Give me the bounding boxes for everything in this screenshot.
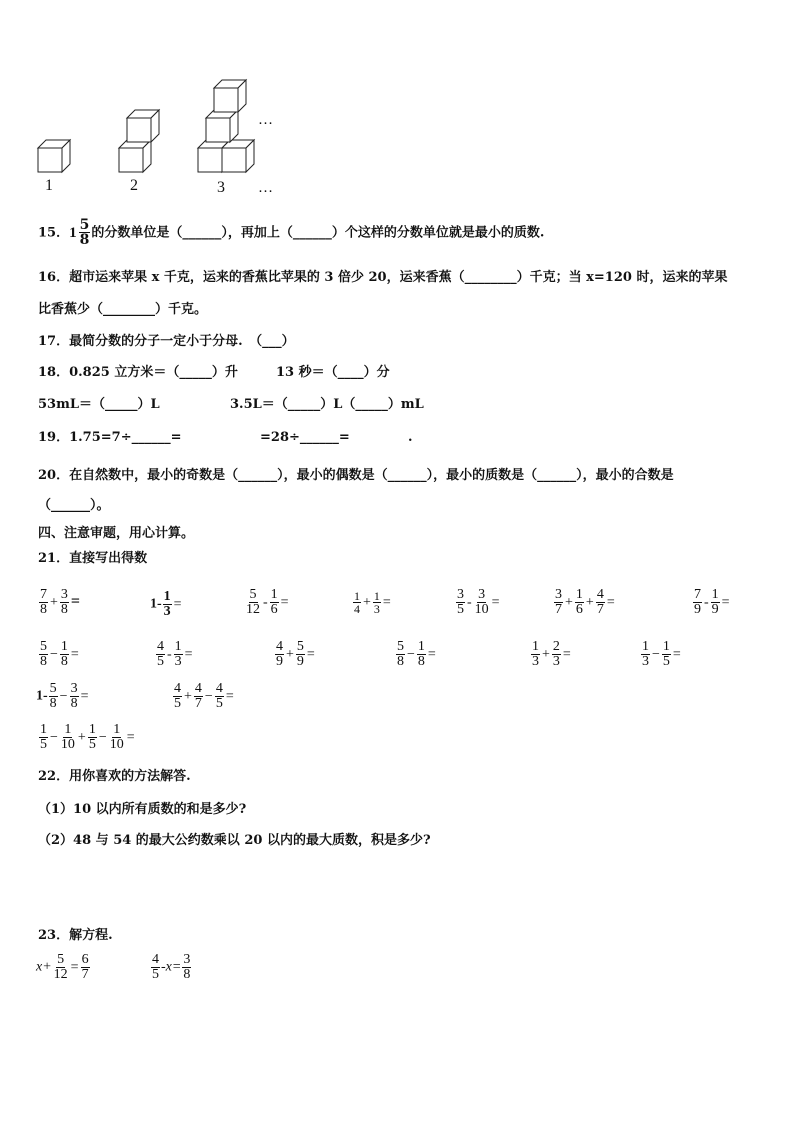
den: 5 bbox=[152, 967, 159, 982]
operator: + bbox=[565, 594, 573, 610]
den: 7 bbox=[194, 696, 202, 711]
num: 4 bbox=[215, 681, 223, 696]
question-18-c: 53mL＝（_____）L bbox=[38, 397, 160, 412]
num: 6 bbox=[81, 952, 89, 967]
num: 5 bbox=[249, 587, 257, 602]
den: 3 bbox=[532, 654, 539, 669]
num: 3 bbox=[60, 587, 68, 602]
question-23-title: 23．解方程. bbox=[38, 928, 113, 943]
calc-r2-4 bbox=[395, 640, 437, 669]
den: 3 bbox=[552, 654, 560, 669]
den: 12 bbox=[246, 602, 260, 617]
num: 1 bbox=[270, 587, 278, 602]
q15-number: 15． bbox=[38, 225, 70, 241]
equals: = bbox=[126, 729, 135, 745]
question-15 bbox=[38, 218, 544, 247]
den: 5 bbox=[215, 696, 223, 711]
section-4-title: 四、注意审题，用心计算。 bbox=[38, 526, 195, 541]
num: 4 bbox=[194, 681, 202, 696]
whole-minus: 1- bbox=[150, 596, 162, 612]
operator: − bbox=[652, 646, 660, 662]
num: 4 bbox=[276, 639, 283, 654]
num: 1 bbox=[373, 589, 380, 603]
question-16-line2: 比香蕉少（________）千克。 bbox=[38, 302, 208, 317]
question-17: 17．最简分数的分子一定小于分母. （___） bbox=[38, 334, 295, 349]
question-18-a: 18．0.825 立方米＝（_____）升 bbox=[38, 365, 238, 380]
q15-mixed-number bbox=[69, 218, 91, 247]
den: 9 bbox=[276, 654, 283, 669]
operator: − bbox=[407, 646, 415, 662]
den: 10 bbox=[109, 737, 124, 752]
num: 1 bbox=[40, 722, 47, 737]
num: 1 bbox=[642, 639, 649, 654]
figure-1-cubes bbox=[38, 140, 70, 172]
den: 10 bbox=[60, 737, 75, 752]
calc-r1-2 bbox=[150, 590, 183, 619]
equals: = bbox=[721, 594, 730, 610]
num: 7 bbox=[694, 587, 701, 602]
den: 8 bbox=[40, 602, 47, 617]
num: 1 bbox=[174, 639, 182, 654]
q15-whole: 1 bbox=[69, 224, 77, 241]
equals: = bbox=[672, 646, 681, 662]
cube-stack-figure bbox=[30, 78, 290, 198]
num: 7 bbox=[40, 587, 47, 602]
operator: - bbox=[167, 646, 172, 662]
equals: = bbox=[225, 688, 234, 704]
den: 6 bbox=[575, 602, 583, 617]
variable-term: -x= bbox=[161, 959, 182, 975]
question-21-title: 21．直接写出得数 bbox=[38, 551, 148, 566]
operator: − bbox=[98, 729, 107, 745]
equals: = bbox=[491, 594, 500, 610]
equals: = bbox=[382, 594, 391, 610]
num: 3 bbox=[183, 952, 191, 967]
question-19-a: 19．1.75=7÷______= bbox=[38, 430, 182, 445]
den: 3 bbox=[373, 602, 380, 616]
num: 4 bbox=[174, 681, 181, 696]
num: 5 bbox=[57, 952, 65, 967]
q15-text: 的分数单位是（______），再加上（______）个这样的分数单位就是最小的质数. bbox=[91, 225, 545, 241]
q15-denominator: 8 bbox=[79, 232, 90, 248]
operator: - bbox=[704, 594, 709, 610]
den: 7 bbox=[555, 602, 562, 617]
calc-r1-4 bbox=[352, 590, 392, 615]
figure-label-3: 3 bbox=[217, 179, 225, 196]
den: 8 bbox=[60, 602, 68, 617]
den: 9 bbox=[711, 602, 719, 617]
den: 9 bbox=[296, 654, 304, 669]
num: 3 bbox=[555, 587, 562, 602]
den: 5 bbox=[40, 737, 47, 752]
den: 7 bbox=[81, 967, 89, 982]
calc-r2-5 bbox=[530, 640, 572, 669]
operator: − bbox=[50, 646, 58, 662]
calc-r3-1 bbox=[36, 682, 89, 711]
q15-numerator: 5 bbox=[79, 217, 90, 233]
question-16-line1: 16．超市运来苹果 x 千克，运来的香蕉比苹果的 3 倍少 20，运来香蕉（________）千克；当 x=120 时，运来的苹果 bbox=[38, 270, 728, 285]
num: 1 bbox=[88, 722, 96, 737]
num: 1 bbox=[60, 639, 68, 654]
calc-r4-1 bbox=[38, 723, 136, 752]
operator: - bbox=[467, 594, 472, 610]
equals: = bbox=[427, 646, 436, 662]
question-19-b: =28÷______= bbox=[260, 430, 350, 445]
num: 1 bbox=[532, 639, 539, 654]
equals: = bbox=[70, 592, 81, 610]
equals: = bbox=[184, 646, 193, 662]
den: 3 bbox=[163, 604, 171, 619]
den: 7 bbox=[596, 602, 604, 617]
operator: − bbox=[204, 688, 213, 704]
question-20-line1: 20．在自然数中，最小的奇数是（______），最小的偶数是（______），最小的质数是（______），最小的合数是 bbox=[38, 468, 674, 483]
den: 12 bbox=[53, 967, 68, 982]
question-22-part2: （2）48 与 54 的最大公约数乘以 20 以内的最大质数，积是多少? bbox=[38, 833, 431, 848]
num: 4 bbox=[596, 587, 604, 602]
den: 5 bbox=[88, 737, 96, 752]
num: 5 bbox=[296, 639, 304, 654]
den: 10 bbox=[474, 602, 489, 617]
question-19-c: . bbox=[408, 430, 413, 445]
den: 5 bbox=[662, 654, 670, 669]
num: 3 bbox=[478, 587, 486, 602]
calc-r2-2 bbox=[155, 640, 194, 669]
calc-r2-1 bbox=[38, 640, 80, 669]
operator: − bbox=[59, 688, 68, 704]
question-22-part1: （1）10 以内所有质数的和是多少? bbox=[38, 802, 247, 817]
operator: + bbox=[184, 688, 192, 704]
figure-2-cubes bbox=[119, 110, 159, 172]
den: 8 bbox=[60, 654, 68, 669]
question-22-title: 22．用你喜欢的方法解答. bbox=[38, 769, 191, 784]
den: 8 bbox=[397, 654, 404, 669]
num: 4 bbox=[152, 952, 159, 967]
question-20-line2: （______）。 bbox=[38, 498, 110, 513]
calc-r1-6 bbox=[553, 588, 616, 617]
num: 1 bbox=[163, 589, 171, 604]
calc-r2-6 bbox=[640, 640, 682, 669]
den: 6 bbox=[270, 602, 278, 617]
den: 3 bbox=[174, 654, 182, 669]
den: 9 bbox=[694, 602, 701, 617]
calc-r2-3 bbox=[274, 640, 316, 669]
figure-3-cubes bbox=[198, 80, 254, 172]
den: 5 bbox=[457, 602, 464, 617]
equals: = bbox=[306, 646, 315, 662]
calc-r1-3 bbox=[244, 588, 290, 617]
den: 8 bbox=[40, 654, 47, 669]
num: 3 bbox=[70, 681, 78, 696]
den: 5 bbox=[157, 654, 164, 669]
num: 1 bbox=[113, 722, 121, 737]
den: 8 bbox=[183, 967, 191, 982]
operator: − bbox=[50, 729, 58, 745]
equation-2 bbox=[150, 953, 192, 982]
den: 3 bbox=[642, 654, 649, 669]
equals: = bbox=[173, 596, 182, 612]
ellipsis-bottom: … bbox=[258, 180, 273, 196]
operator: + bbox=[286, 646, 294, 662]
figure-label-2: 2 bbox=[130, 177, 138, 194]
den: 8 bbox=[49, 696, 57, 711]
den: 8 bbox=[70, 696, 78, 711]
num: 1 bbox=[575, 587, 583, 602]
num: 4 bbox=[157, 639, 164, 654]
equals: = bbox=[70, 959, 79, 975]
num: 5 bbox=[397, 639, 404, 654]
equals: = bbox=[606, 594, 615, 610]
num: 5 bbox=[49, 681, 57, 696]
operator: + bbox=[363, 594, 371, 610]
num: 1 bbox=[417, 639, 425, 654]
num: 1 bbox=[64, 722, 72, 737]
question-18-b: 13 秒＝（____）分 bbox=[276, 365, 390, 380]
operator: + bbox=[585, 594, 594, 610]
den: 4 bbox=[354, 602, 360, 616]
num: 1 bbox=[662, 639, 670, 654]
den: 5 bbox=[174, 696, 181, 711]
operator: + bbox=[50, 594, 58, 610]
equals: = bbox=[70, 646, 79, 662]
calc-r1-5 bbox=[455, 588, 501, 617]
calc-r1-1 bbox=[38, 588, 81, 617]
num: 3 bbox=[457, 587, 464, 602]
operator: + bbox=[77, 729, 86, 745]
num: 2 bbox=[552, 639, 560, 654]
num: 1 bbox=[354, 589, 360, 603]
equation-1 bbox=[36, 953, 91, 982]
variable-term: x+ bbox=[36, 959, 52, 975]
den: 8 bbox=[417, 654, 425, 669]
question-18-d: 3.5L＝（_____）L（_____）mL bbox=[230, 397, 424, 412]
figure-label-1: 1 bbox=[45, 177, 53, 194]
operator: + bbox=[542, 646, 550, 662]
equals: = bbox=[562, 646, 571, 662]
equals: = bbox=[80, 688, 89, 704]
calc-r1-7 bbox=[692, 588, 731, 617]
operator: - bbox=[263, 594, 268, 610]
num: 5 bbox=[40, 639, 47, 654]
calc-r3-2 bbox=[172, 682, 235, 711]
whole-minus: 1- bbox=[36, 688, 48, 704]
ellipsis-top: … bbox=[258, 112, 273, 128]
equals: = bbox=[280, 594, 289, 610]
num: 1 bbox=[711, 587, 719, 602]
